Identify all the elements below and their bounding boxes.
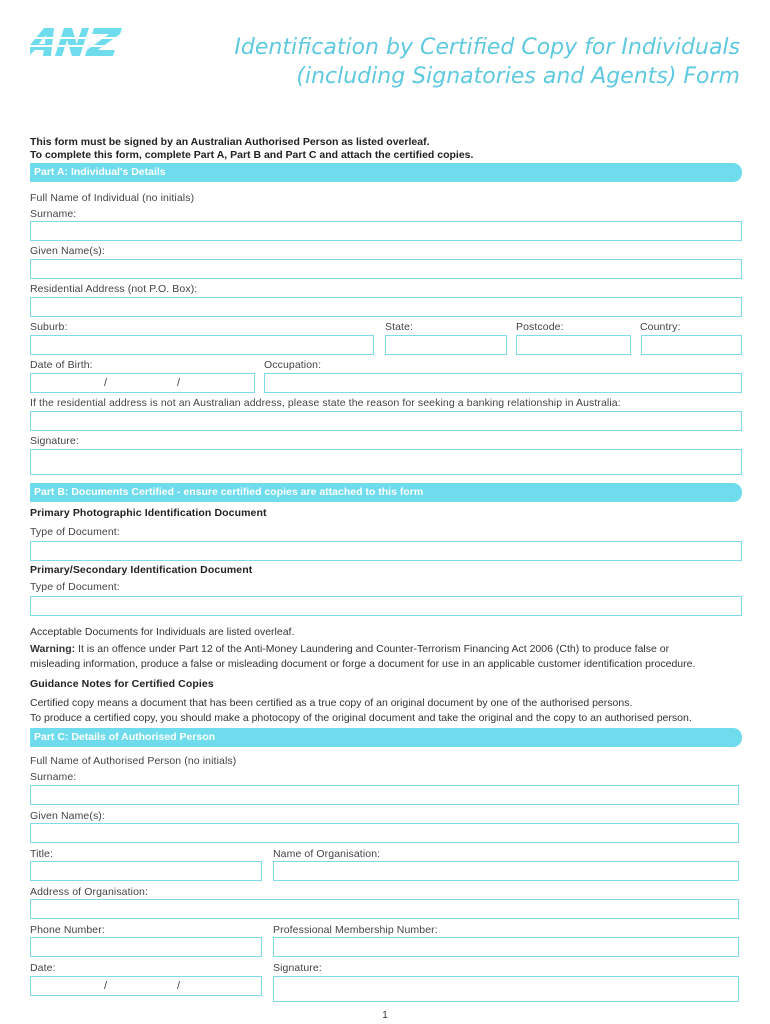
primary-secondary-doc-type-field[interactable] (30, 596, 742, 616)
suburb-label: Suburb: (30, 321, 68, 333)
authorised-signature-label: Signature: (273, 962, 322, 974)
occupation-label: Occupation: (264, 359, 322, 371)
dob-field[interactable] (30, 373, 255, 393)
country-field[interactable] (641, 335, 742, 355)
primary-secondary-doc-type-label: Type of Document: (30, 581, 120, 593)
primary-secondary-id-heading: Primary/Secondary Identification Document (30, 564, 253, 576)
date-separator-2: / (177, 980, 181, 992)
phone-number-field[interactable] (30, 937, 262, 957)
title-label: Title: (30, 848, 53, 860)
state-field[interactable] (385, 335, 507, 355)
warning-label: Warning: (30, 643, 76, 655)
authorised-signature-field[interactable] (273, 976, 739, 1002)
part-a-heading: Part A: Individual's Details (30, 163, 742, 182)
country-label: Country: (640, 321, 681, 333)
surname-label: Surname: (30, 208, 77, 220)
form-title-line1: Identification by Certified Copy for Individuals (234, 35, 740, 60)
full-name-individual-label: Full Name of Individual (no initials) (30, 192, 195, 204)
authorised-surname-field[interactable] (30, 785, 739, 805)
anz-logo (30, 28, 122, 56)
date-label: Date: (30, 962, 56, 974)
guidance-note-2: To produce a certified copy, you should make a photocopy of the original document and take the original and the copy to an authorised person. (30, 712, 692, 724)
primary-photo-doc-type-label: Type of Document: (30, 526, 120, 538)
residential-address-field[interactable] (30, 297, 742, 317)
warning-line-1 (30, 641, 669, 657)
acceptable-documents-note: Acceptable Documents for Individuals are listed overleaf. (30, 626, 295, 638)
guidance-note-1: Certified copy means a document that has been certified as a true copy of an original document by one of the authorised persons. (30, 697, 633, 709)
dob-separator-1: / (104, 377, 108, 389)
organisation-name-field[interactable] (273, 861, 739, 881)
authorised-surname-label: Surname: (30, 771, 77, 783)
organisation-address-field[interactable] (30, 899, 739, 919)
individual-signature-label: Signature: (30, 435, 79, 447)
part-c-heading: Part C: Details of Authorised Person (30, 728, 742, 747)
title-field[interactable] (30, 861, 262, 881)
date-field[interactable] (30, 976, 262, 996)
given-names-label: Given Name(s): (30, 245, 105, 257)
page-number: 1 (382, 1010, 388, 1021)
foreign-address-reason-field[interactable] (30, 411, 742, 431)
warning-text-1: It is an offence under Part 12 of the Anti-Money Laundering and Counter-Terrorism Financing Act 2006 (Cth) to produce false or (75, 643, 670, 655)
intro-line-2: To complete this form, complete Part A, Part B and Part C and attach the certified copies. (30, 149, 474, 161)
primary-photo-doc-type-field[interactable] (30, 541, 742, 561)
intro-line-1: This form must be signed by an Australian Authorised Person as listed overleaf. (30, 136, 430, 148)
postcode-field[interactable] (516, 335, 631, 355)
authorised-given-names-field[interactable] (30, 823, 739, 843)
guidance-notes-heading: Guidance Notes for Certified Copies (30, 678, 214, 690)
occupation-field[interactable] (264, 373, 742, 393)
form-title-line2: (including Signatories and Agents) Form (296, 64, 740, 89)
full-name-authorised-label: Full Name of Authorised Person (no initials) (30, 755, 237, 767)
phone-number-label: Phone Number: (30, 924, 105, 936)
given-names-field[interactable] (30, 259, 742, 279)
organisation-address-label: Address of Organisation: (30, 886, 148, 898)
state-label: State: (385, 321, 414, 333)
suburb-field[interactable] (30, 335, 374, 355)
membership-number-label: Professional Membership Number: (273, 924, 438, 936)
dob-separator-2: / (177, 377, 181, 389)
warning-line-2: misleading information, produce a false or misleading document or forge a document for use in an applicable customer identification procedure. (30, 658, 696, 670)
individual-signature-field[interactable] (30, 449, 742, 475)
dob-label: Date of Birth: (30, 359, 93, 371)
postcode-label: Postcode: (516, 321, 564, 333)
part-b-heading: Part B: Documents Certified - ensure certified copies are attached to this form (30, 483, 742, 502)
surname-field[interactable] (30, 221, 742, 241)
primary-photo-id-heading: Primary Photographic Identification Document (30, 507, 267, 519)
authorised-given-names-label: Given Name(s): (30, 810, 105, 822)
date-separator-1: / (104, 980, 108, 992)
form-title (180, 33, 740, 91)
organisation-name-label: Name of Organisation: (273, 848, 381, 860)
residential-address-label: Residential Address (not P.O. Box): (30, 283, 198, 295)
membership-number-field[interactable] (273, 937, 739, 957)
foreign-address-reason-label: If the residential address is not an Australian address, please state the reason for seeking a banking relationship in Australia: (30, 397, 621, 409)
